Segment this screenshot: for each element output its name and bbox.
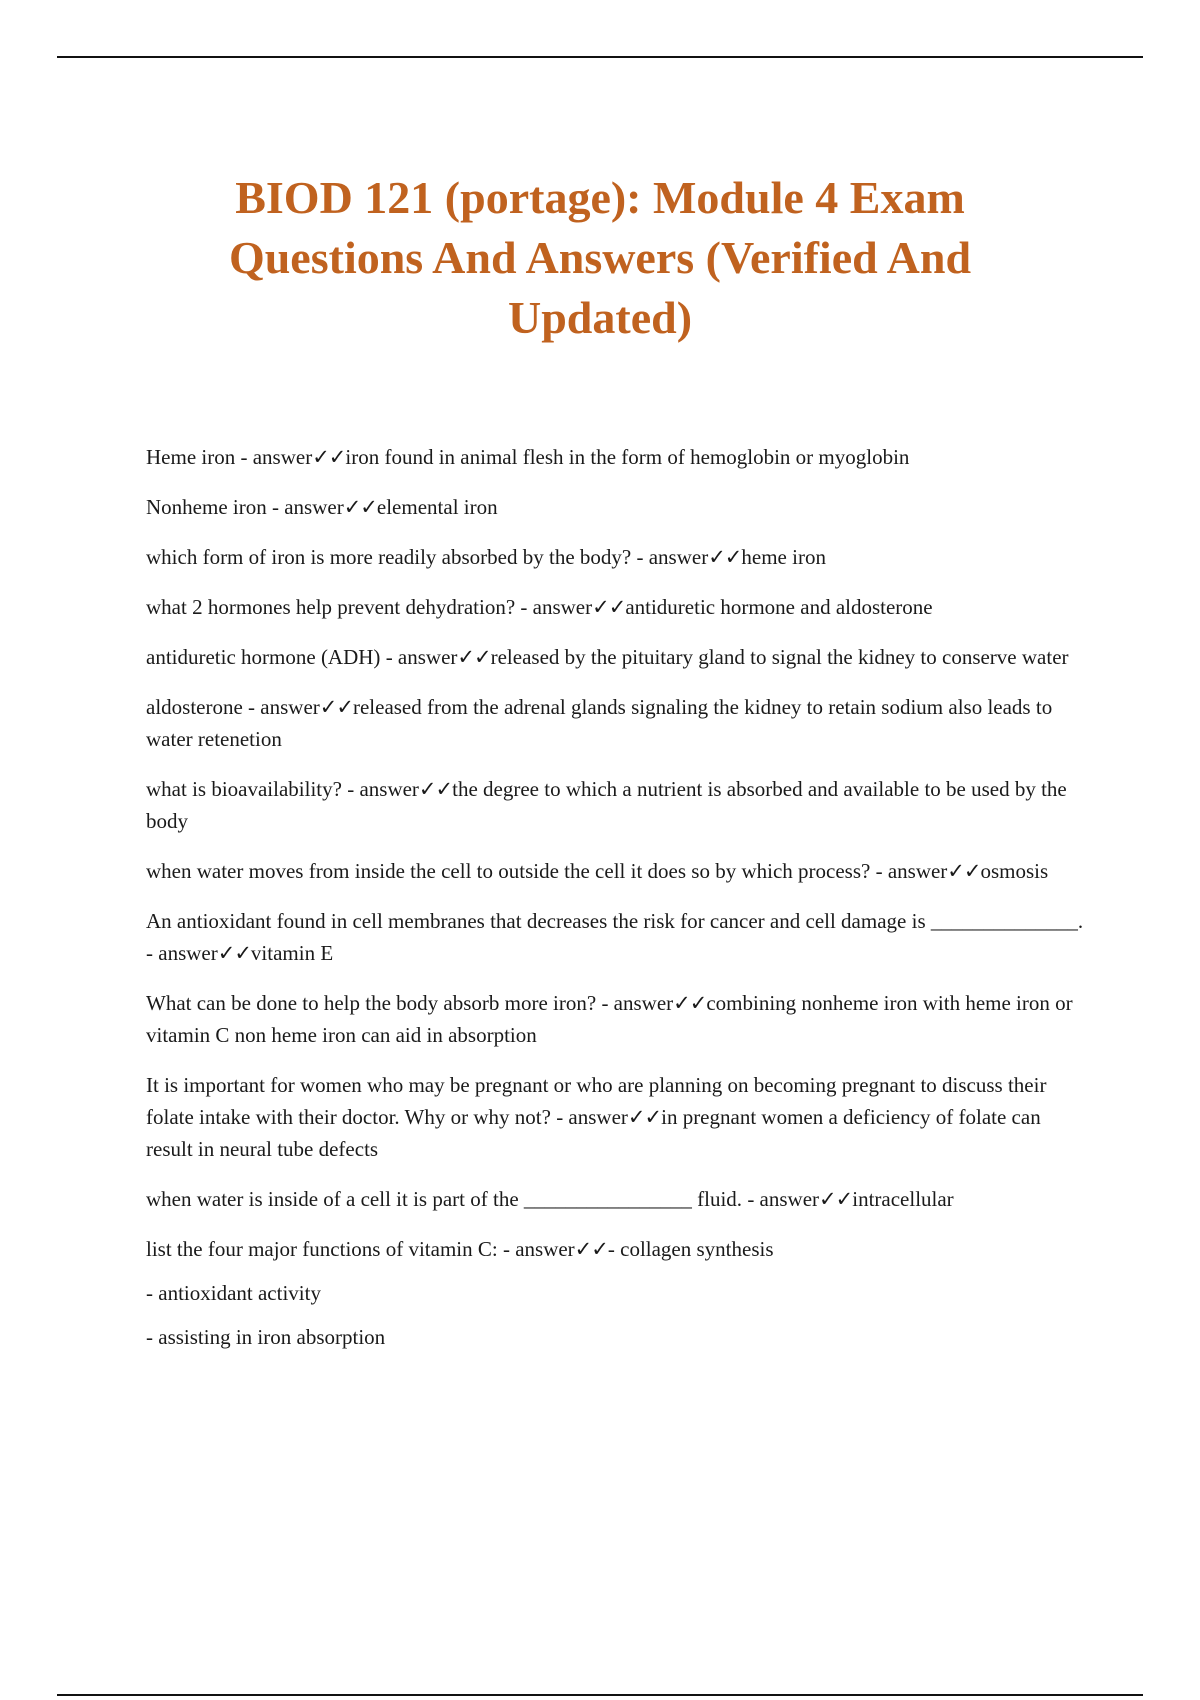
answer-separator: - answer: [742, 1187, 820, 1211]
answer-text: vitamin E: [250, 941, 334, 965]
question-text: what is bioavailability?: [146, 777, 342, 801]
answer-text: elemental iron: [376, 495, 498, 519]
answer-text: the degree to which a nutrient is absorbed and available to be used by the body: [146, 777, 1067, 833]
qa-item: [146, 773, 1091, 837]
continuation-line: - assisting in iron absorption: [146, 1325, 386, 1349]
answer-text: in pregnant women a deficiency of folate can result in neural tube defects: [146, 1105, 1041, 1161]
answer-separator: - answer: [266, 495, 344, 519]
qa-item: [146, 491, 1091, 523]
question-text: when water is inside of a cell it is part of the ________________ fluid.: [146, 1187, 743, 1211]
question-text: when water moves from inside the cell to outside the cell it does so by which process?: [146, 859, 871, 883]
answer-text: released by the pituitary gland to signal the kidney to conserve water: [490, 645, 1069, 669]
answer-text: combining nonheme iron with heme iron or vitamin C non heme iron can aid in absorption: [146, 991, 1073, 1047]
checkmark-icon: ✓✓: [418, 777, 453, 801]
answer-text: intracellular: [852, 1187, 954, 1211]
answer-separator: - answer: [235, 445, 313, 469]
question-text: list the four major functions of vitamin C:: [146, 1237, 498, 1261]
answer-text: antiduretic hormone and aldosterone: [625, 595, 933, 619]
question-text: What can be done to help the body absorb more iron?: [146, 991, 597, 1015]
question-text: aldosterone: [146, 695, 243, 719]
answer-text: - collagen synthesis: [607, 1237, 774, 1261]
bottom-rule: [57, 1694, 1143, 1696]
checkmark-icon: ✓✓: [457, 645, 491, 669]
checkmark-icon: ✓✓: [343, 495, 377, 519]
answer-text: osmosis: [980, 859, 1049, 883]
answer-separator: - answer: [146, 941, 218, 965]
answer-text: iron found in animal flesh in the form of hemoglobin or myoglobin: [345, 445, 910, 469]
checkmark-icon: ✓✓: [708, 545, 742, 569]
qa-list: [146, 441, 1091, 1365]
answer-separator: - answer: [515, 595, 593, 619]
checkmark-icon: ✓✓: [673, 991, 707, 1015]
answer-separator: - answer: [596, 991, 674, 1015]
qa-item: [146, 1233, 1091, 1265]
answer-text: released from the adrenal glands signaling the kidney to retain sodium also leads to water retenetion: [146, 695, 1053, 751]
checkmark-icon: ✓✓: [592, 595, 626, 619]
qa-item: [146, 1069, 1091, 1165]
question-text: It is important for women who may be pregnant or who are planning on becoming pregnant to discuss their folate intake with their doctor. Why or why not?: [146, 1073, 1047, 1129]
answer-separator: - answer: [380, 645, 458, 669]
question-text: antiduretic hormone (ADH): [146, 645, 381, 669]
answer-text: heme iron: [741, 545, 826, 569]
question-text: Heme iron: [146, 445, 236, 469]
qa-item: [146, 641, 1091, 673]
question-text: An antioxidant found in cell membranes that decreases the risk for cancer and cell damage is ______________.: [146, 909, 1084, 933]
qa-item: [146, 855, 1091, 887]
qa-item: [146, 905, 1091, 969]
checkmark-icon: ✓✓: [217, 941, 251, 965]
qa-item: [146, 691, 1091, 755]
checkmark-icon: ✓✓: [574, 1237, 608, 1261]
qa-item: [146, 441, 1091, 473]
answer-separator: - answer: [242, 695, 320, 719]
answer-separator: - answer: [550, 1105, 628, 1129]
answer-separator: - answer: [631, 545, 709, 569]
question-text: which form of iron is more readily absorbed by the body?: [146, 545, 632, 569]
checkmark-icon: ✓✓: [947, 859, 981, 883]
question-text: Nonheme iron: [146, 495, 267, 519]
checkmark-icon: ✓✓: [312, 445, 346, 469]
qa-item: [146, 591, 1091, 623]
document-title: BIOD 121 (portage): Module 4 Exam Questions And Answers (Verified And Updated): [228, 172, 972, 343]
answer-separator: - answer: [870, 859, 948, 883]
qa-item: [146, 1183, 1091, 1215]
checkmark-icon: ✓✓: [319, 695, 353, 719]
top-rule: [57, 56, 1143, 58]
checkmark-icon: ✓✓: [627, 1105, 662, 1129]
continuation-line: - antioxidant activity: [146, 1281, 321, 1305]
qa-item: [146, 987, 1091, 1051]
qa-item: [146, 541, 1091, 573]
question-text: what 2 hormones help prevent dehydration?: [146, 595, 516, 619]
checkmark-icon: ✓✓: [819, 1187, 853, 1211]
answer-separator: - answer: [497, 1237, 575, 1261]
answer-separator: - answer: [341, 777, 419, 801]
